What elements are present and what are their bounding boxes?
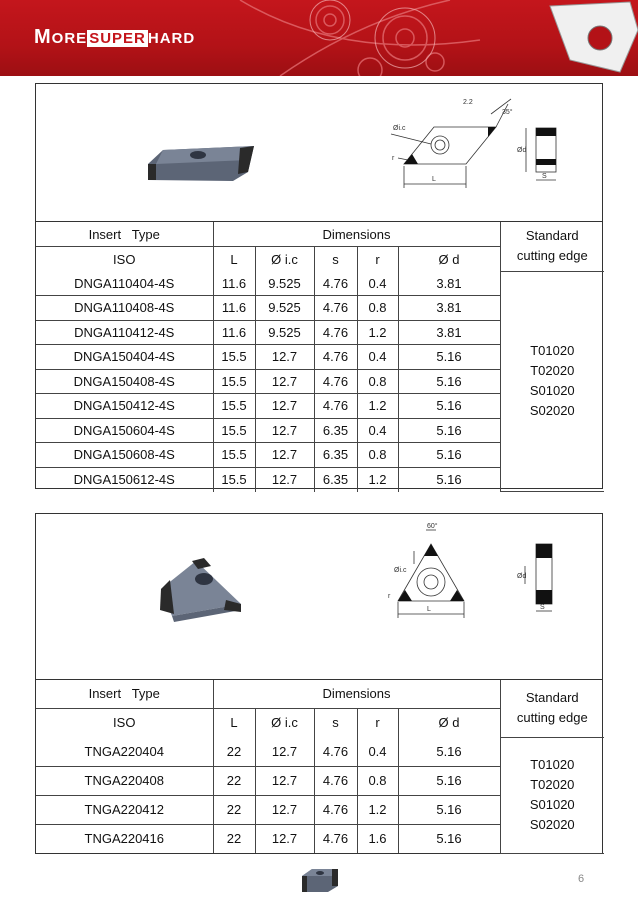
header-gear-decoration <box>220 0 638 76</box>
dimension-cell: 4.76 <box>314 766 357 795</box>
dimension-cell: 5.16 <box>398 766 500 795</box>
insert-footer-icon <box>298 866 342 894</box>
iso-cell: DNGA150604-4S <box>36 418 213 443</box>
col-r-header: r <box>357 708 398 737</box>
dimension-cell: 22 <box>213 795 255 824</box>
svg-text:r: r <box>388 593 391 600</box>
dimension-cell: 11.6 <box>213 271 255 296</box>
dimension-cell: 4.76 <box>314 795 357 824</box>
edge-code: S01020 <box>529 383 575 399</box>
insert-type-header: Insert Type <box>36 680 213 708</box>
edge-code: T01020 <box>530 757 575 772</box>
dimension-cell: 9.525 <box>255 271 314 296</box>
dimension-cell: 5.16 <box>398 369 500 394</box>
tnga-spec-table <box>36 680 604 854</box>
dnga-spec-table <box>36 222 604 492</box>
tnga-insert-illustration <box>36 514 604 680</box>
iso-cell: DNGA110412-4S <box>36 320 213 345</box>
dimension-cell: 5.16 <box>398 345 500 370</box>
svg-text:Ød: Ød <box>517 573 527 580</box>
brand-logo: MORE SUPER HARD <box>34 26 196 48</box>
standard-edge-cell <box>500 271 604 492</box>
dimension-cell: 5.16 <box>398 824 500 853</box>
svg-text:r: r <box>392 155 395 162</box>
dimension-cell: 1.6 <box>357 824 398 853</box>
dimension-cell: 9.525 <box>255 296 314 321</box>
iso-header: ISO <box>36 708 213 737</box>
svg-text:35°: 35° <box>502 109 513 116</box>
tnga-image-area <box>36 514 602 680</box>
edge-code: S02020 <box>529 817 575 832</box>
svg-text:S: S <box>542 173 547 180</box>
iso-cell: DNGA150412-4S <box>36 394 213 419</box>
svg-text:2.2: 2.2 <box>463 99 473 106</box>
dimension-cell: 15.5 <box>213 418 255 443</box>
dimension-cell: 0.8 <box>357 443 398 468</box>
dimension-cell: 4.76 <box>314 296 357 321</box>
dimension-cell: 0.8 <box>357 296 398 321</box>
dimension-cell: 5.16 <box>398 394 500 419</box>
dimension-cell: 1.2 <box>357 320 398 345</box>
dimension-cell: 0.4 <box>357 345 398 370</box>
svg-text:Ød: Ød <box>517 147 527 154</box>
dimension-cell: 0.4 <box>357 737 398 766</box>
col-ic-header: Ø i.c <box>255 247 314 272</box>
dimension-cell: 12.7 <box>255 795 314 824</box>
dimension-cell: 4.76 <box>314 824 357 853</box>
dimension-cell: 3.81 <box>398 320 500 345</box>
dimension-cell: 12.7 <box>255 737 314 766</box>
dimension-cell: 4.76 <box>314 345 357 370</box>
dimension-cell: 22 <box>213 766 255 795</box>
dimension-cell: 4.76 <box>314 394 357 419</box>
table-row <box>36 271 604 296</box>
dimension-cell: 15.5 <box>213 394 255 419</box>
dimension-cell: 6.35 <box>314 467 357 492</box>
dimension-cell: 6.35 <box>314 418 357 443</box>
iso-cell: TNGA220416 <box>36 824 213 853</box>
dimension-cell: 15.5 <box>213 467 255 492</box>
svg-text:Øi.c: Øi.c <box>393 125 406 132</box>
table-row <box>36 737 604 766</box>
dnga-insert-illustration <box>36 84 604 222</box>
dimension-cell: 11.6 <box>213 320 255 345</box>
iso-cell: DNGA110404-4S <box>36 271 213 296</box>
dimension-cell: 12.7 <box>255 418 314 443</box>
dimension-cell: 6.35 <box>314 443 357 468</box>
dimension-cell: 22 <box>213 737 255 766</box>
dimensions-header: Dimensions <box>213 222 500 247</box>
dimension-cell: 12.7 <box>255 766 314 795</box>
dimension-cell: 4.76 <box>314 320 357 345</box>
col-d-header: Ø d <box>398 708 500 737</box>
dimension-cell: 5.16 <box>398 737 500 766</box>
dimension-cell: 5.16 <box>398 467 500 492</box>
edge-code: T01020 <box>530 343 575 359</box>
col-ic-header: Ø i.c <box>255 708 314 737</box>
dimension-cell: 15.5 <box>213 369 255 394</box>
col-d-header: Ø d <box>398 247 500 272</box>
dimension-cell: 12.7 <box>255 369 314 394</box>
dimension-cell: 1.2 <box>357 467 398 492</box>
dimension-cell: 3.81 <box>398 296 500 321</box>
dnga-insert-panel <box>35 83 603 489</box>
dimension-cell: 12.7 <box>255 824 314 853</box>
iso-cell: TNGA220408 <box>36 766 213 795</box>
iso-cell: DNGA150408-4S <box>36 369 213 394</box>
page-number: 6 <box>578 873 585 885</box>
svg-text:L: L <box>427 606 431 613</box>
svg-text:Øi.c: Øi.c <box>394 567 407 574</box>
dnga-image-area <box>36 84 602 222</box>
dimension-cell: 0.4 <box>357 271 398 296</box>
dimension-cell: 4.76 <box>314 369 357 394</box>
dimension-cell: 0.8 <box>357 369 398 394</box>
iso-cell: DNGA110408-4S <box>36 296 213 321</box>
dimension-cell: 0.8 <box>357 766 398 795</box>
svg-text:L: L <box>432 176 436 183</box>
iso-header: ISO <box>36 247 213 272</box>
dimension-cell: 5.16 <box>398 418 500 443</box>
dimensions-header: Dimensions <box>213 680 500 708</box>
insert-type-header: Insert Type <box>36 222 213 247</box>
iso-cell: TNGA220404 <box>36 737 213 766</box>
dimension-cell: 1.2 <box>357 394 398 419</box>
dimension-cell: 5.16 <box>398 795 500 824</box>
dimension-cell: 15.5 <box>213 443 255 468</box>
dimension-cell: 11.6 <box>213 296 255 321</box>
dimension-cell: 12.7 <box>255 443 314 468</box>
iso-cell: DNGA150608-4S <box>36 443 213 468</box>
dimension-cell: 12.7 <box>255 467 314 492</box>
standard-edge-header: Standard cutting edge <box>500 680 604 737</box>
col-L-header: L <box>213 708 255 737</box>
page-header <box>0 0 638 76</box>
dimension-cell: 0.4 <box>357 418 398 443</box>
iso-cell: TNGA220412 <box>36 795 213 824</box>
dimension-cell: 12.7 <box>255 394 314 419</box>
tnga-insert-panel <box>35 513 603 854</box>
col-r-header: r <box>357 247 398 272</box>
dimension-cell: 5.16 <box>398 443 500 468</box>
dimension-cell: 9.525 <box>255 320 314 345</box>
dimension-cell: 4.76 <box>314 271 357 296</box>
dimension-cell: 15.5 <box>213 345 255 370</box>
col-s-header: s <box>314 247 357 272</box>
edge-code: T02020 <box>530 363 575 379</box>
col-s-header: s <box>314 708 357 737</box>
dimension-cell: 1.2 <box>357 795 398 824</box>
dimension-cell: 4.76 <box>314 737 357 766</box>
svg-text:60°: 60° <box>427 523 438 530</box>
iso-cell: DNGA150404-4S <box>36 345 213 370</box>
col-L-header: L <box>213 247 255 272</box>
standard-edge-cell <box>500 737 604 853</box>
standard-edge-header: Standard cutting edge <box>500 222 604 271</box>
edge-code: T02020 <box>530 777 575 792</box>
dimension-cell: 12.7 <box>255 345 314 370</box>
edge-code: S01020 <box>529 797 575 812</box>
edge-code: S02020 <box>529 403 575 419</box>
iso-cell: DNGA150612-4S <box>36 467 213 492</box>
svg-text:S: S <box>540 604 545 611</box>
dimension-cell: 22 <box>213 824 255 853</box>
dimension-cell: 3.81 <box>398 271 500 296</box>
